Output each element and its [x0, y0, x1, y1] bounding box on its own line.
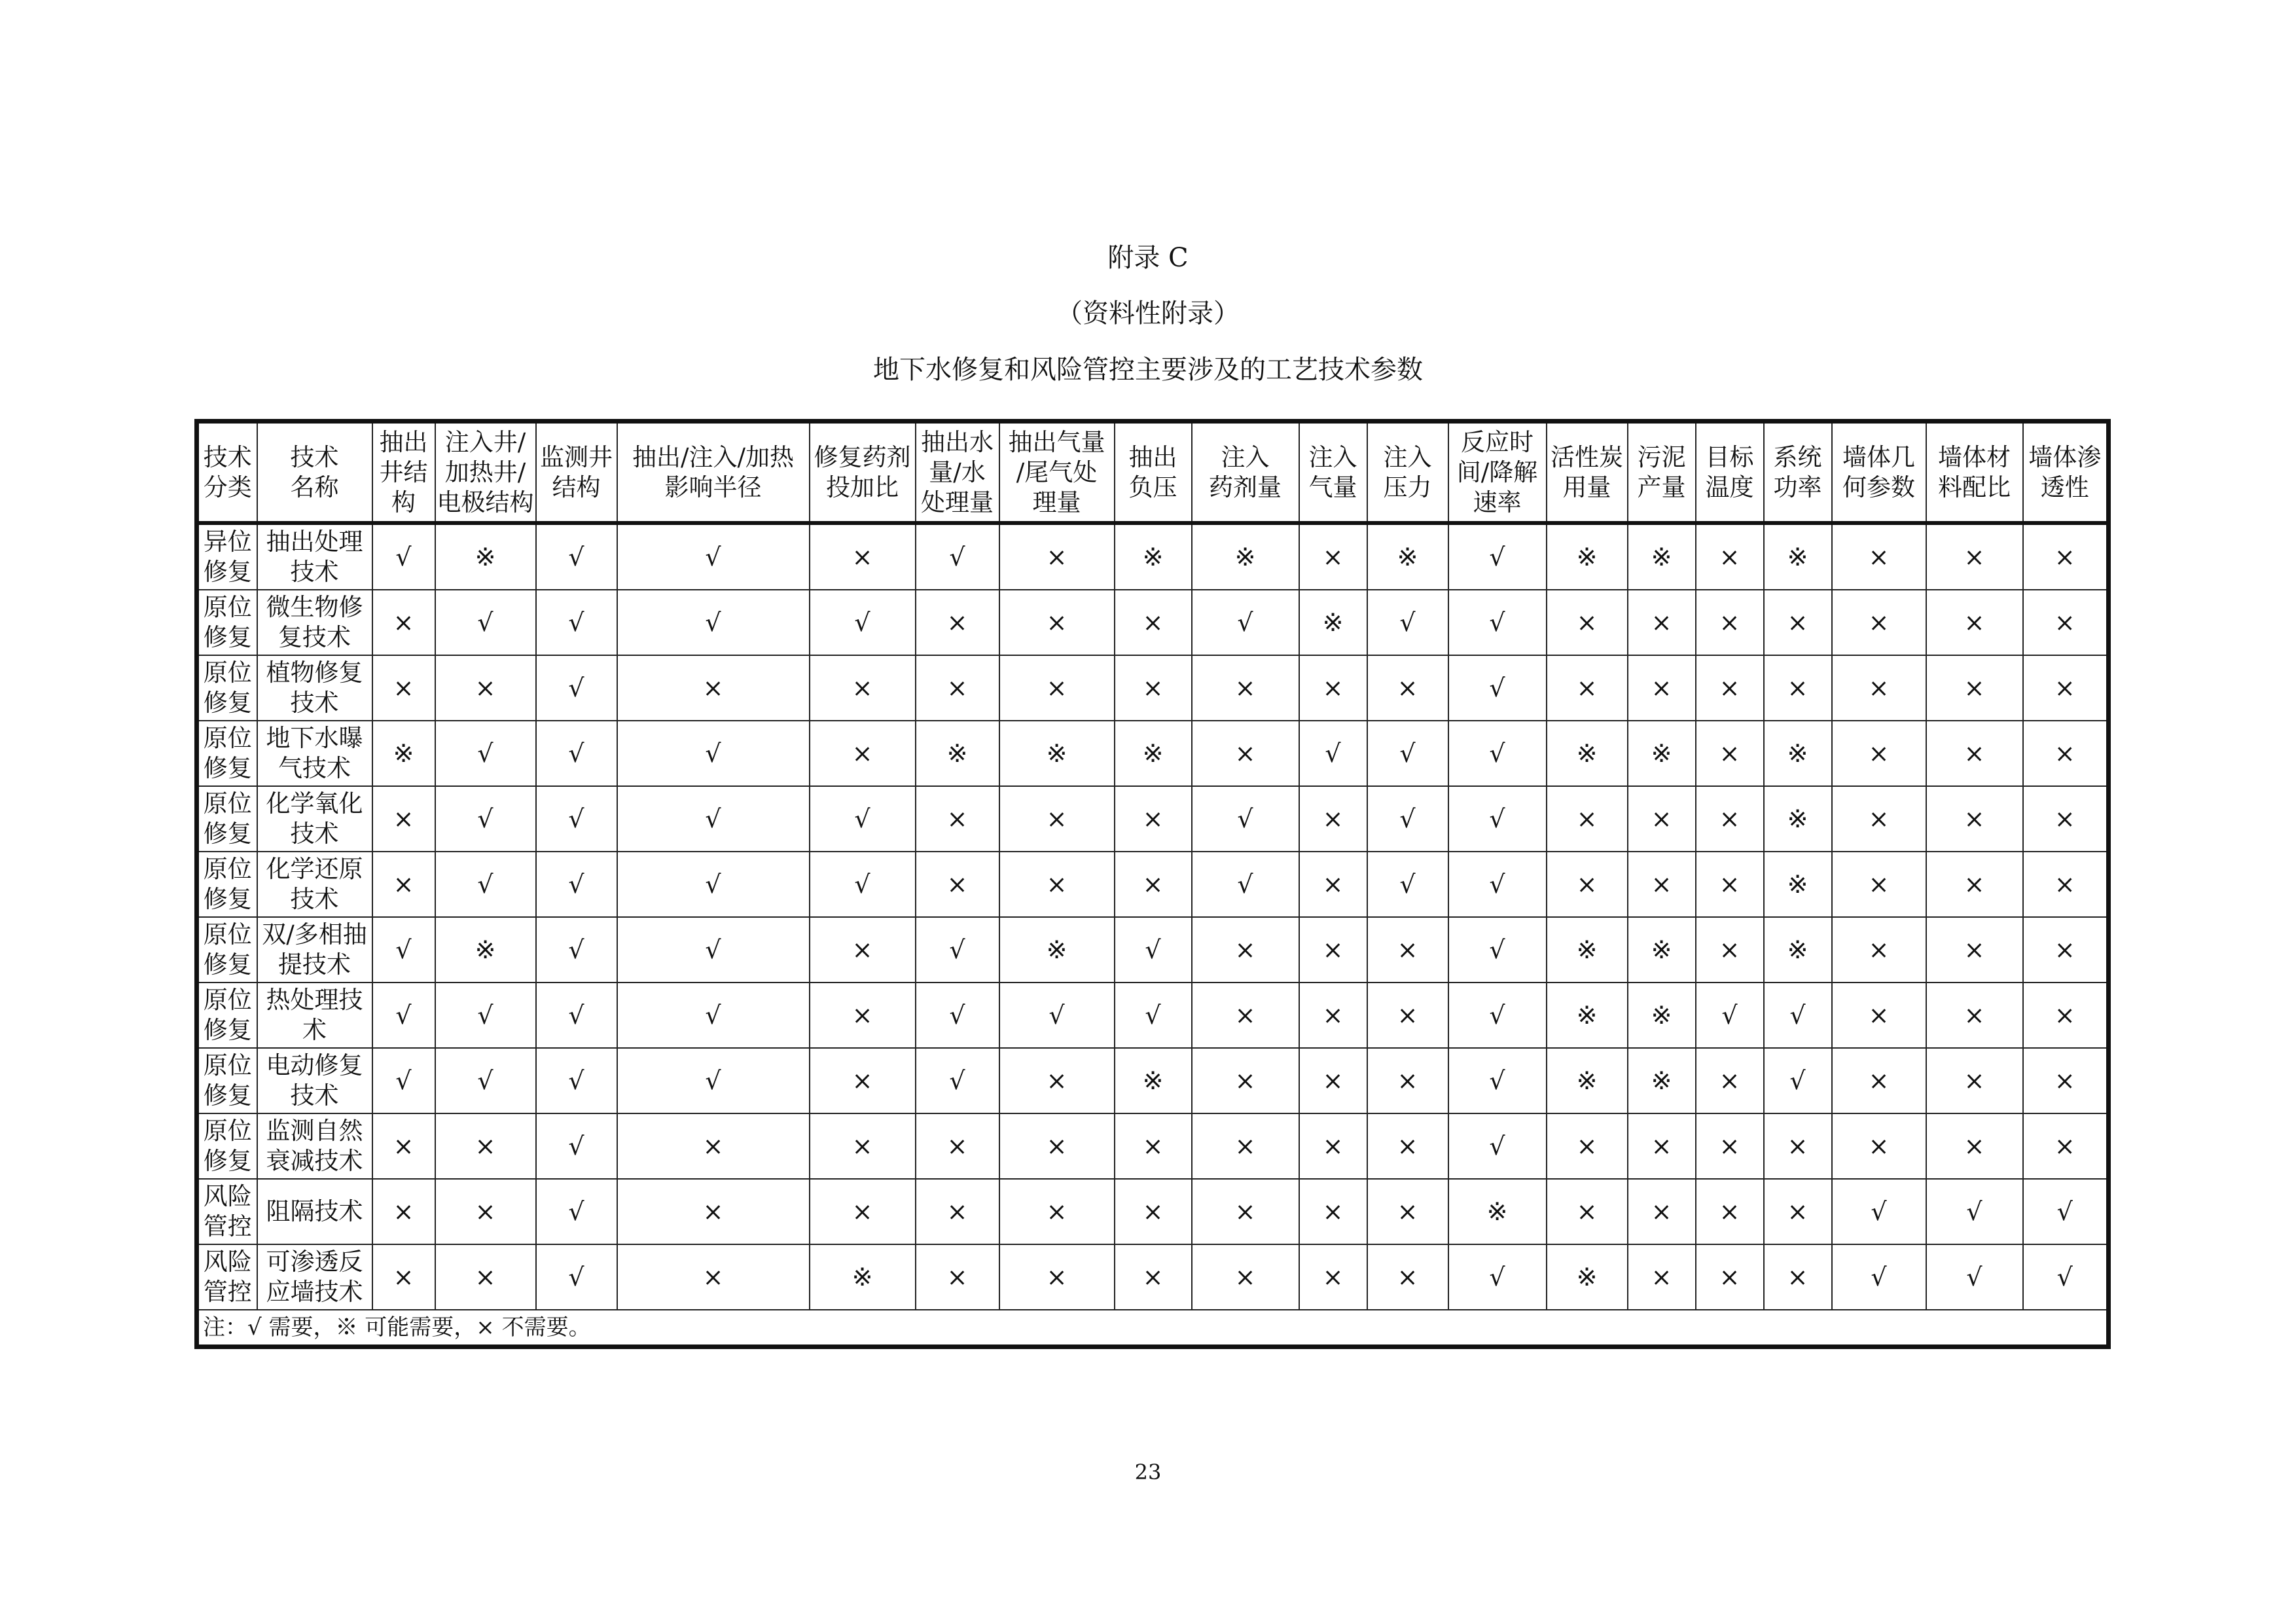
parameter-mark-cell: √	[617, 1048, 810, 1113]
parameter-mark-cell: √	[1448, 852, 1547, 917]
parameter-mark-cell: ×	[999, 655, 1115, 721]
parameter-mark-cell: ×	[435, 1113, 536, 1179]
parameter-mark-cell: √	[1448, 655, 1547, 721]
parameter-mark-cell: √	[435, 983, 536, 1048]
parameter-mark-cell: ×	[1547, 655, 1628, 721]
parameter-mark-cell: ×	[1926, 1113, 2023, 1179]
parameter-mark-cell: √	[2023, 1179, 2109, 1244]
technology-name-cell: 双/多相抽 提技术	[257, 917, 372, 983]
column-header: 注入井/ 加热井/ 电极结构	[435, 422, 536, 524]
parameter-mark-cell: ※	[1628, 1048, 1696, 1113]
parameter-mark-cell: √	[1926, 1244, 2023, 1310]
parameter-mark-cell: √	[1764, 983, 1832, 1048]
parameter-mark-cell: ×	[372, 1179, 435, 1244]
technology-name-cell: 监测自然 衰减技术	[257, 1113, 372, 1179]
column-header: 反应时 间/降解 速率	[1448, 422, 1547, 524]
technology-name-cell: 微生物修 复技术	[257, 590, 372, 655]
parameter-mark-cell: ×	[1696, 917, 1764, 983]
table-row	[197, 852, 2109, 917]
parameter-mark-cell: √	[617, 917, 810, 983]
parameter-mark-cell: ※	[1192, 523, 1299, 590]
parameter-mark-cell: ×	[1926, 590, 2023, 655]
parameter-mark-cell: ×	[1696, 1179, 1764, 1244]
parameter-mark-cell: ※	[1448, 1179, 1547, 1244]
table-row	[197, 590, 2109, 655]
parameter-mark-cell: ×	[1832, 852, 1926, 917]
parameter-mark-cell: √	[435, 1048, 536, 1113]
parameter-mark-cell: √	[916, 1048, 999, 1113]
technology-name-cell: 植物修复 技术	[257, 655, 372, 721]
parameter-mark-cell: ×	[1926, 721, 2023, 786]
parameter-mark-cell: √	[536, 655, 617, 721]
parameter-mark-cell: √	[617, 852, 810, 917]
parameter-mark-cell: ×	[1367, 1113, 1448, 1179]
parameter-mark-cell: ×	[435, 1179, 536, 1244]
table-body	[197, 523, 2109, 1347]
parameter-mark-cell: √	[1448, 983, 1547, 1048]
parameter-mark-cell: √	[1367, 786, 1448, 852]
parameter-mark-cell: ×	[1367, 983, 1448, 1048]
table-note-row	[197, 1310, 2109, 1347]
technology-name-cell: 化学还原 技术	[257, 852, 372, 917]
technology-name-cell: 热处理技 术	[257, 983, 372, 1048]
parameter-mark-cell: ×	[2023, 523, 2109, 590]
appendix-type: （资料性附录）	[1056, 298, 1240, 329]
column-header: 墙体渗 透性	[2023, 422, 2109, 524]
parameter-mark-cell: ×	[1764, 655, 1832, 721]
technology-name-cell: 可渗透反 应墙技术	[257, 1244, 372, 1310]
page-number: 23	[1134, 1460, 1162, 1485]
parameter-mark-cell: √	[435, 786, 536, 852]
parameter-mark-cell: √	[1367, 852, 1448, 917]
parameter-mark-cell: ※	[1115, 721, 1192, 786]
parameter-mark-cell: ×	[916, 1179, 999, 1244]
parameter-mark-cell: ×	[1115, 852, 1192, 917]
parameter-mark-cell: ×	[1367, 1244, 1448, 1310]
column-header: 注入 压力	[1367, 422, 1448, 524]
parameter-mark-cell: ×	[1764, 590, 1832, 655]
parameter-mark-cell: ×	[916, 1113, 999, 1179]
parameter-mark-cell: ×	[810, 917, 916, 983]
parameter-mark-cell: ×	[1764, 1244, 1832, 1310]
table-note: 注：√ 需要，※ 可能需要，× 不需要。	[197, 1310, 2109, 1347]
parameter-mark-cell: ×	[1115, 1113, 1192, 1179]
parameter-mark-cell: ×	[916, 590, 999, 655]
parameter-mark-cell: ※	[1764, 786, 1832, 852]
parameter-mark-cell: √	[1192, 786, 1299, 852]
parameter-mark-cell: ※	[999, 721, 1115, 786]
parameter-mark-cell: ×	[1926, 523, 2023, 590]
parameter-mark-cell: ×	[1926, 786, 2023, 852]
parameter-mark-cell: √	[916, 983, 999, 1048]
parameter-mark-cell: ×	[1547, 590, 1628, 655]
parameter-mark-cell: ※	[1115, 1048, 1192, 1113]
parameter-mark-cell: ×	[2023, 917, 2109, 983]
table-row	[197, 1244, 2109, 1310]
parameter-mark-cell: √	[372, 917, 435, 983]
parameter-mark-cell: ×	[617, 1113, 810, 1179]
parameter-mark-cell: ×	[1696, 1113, 1764, 1179]
parameter-mark-cell: ×	[1299, 983, 1367, 1048]
technology-category-cell: 原位 修复	[197, 983, 257, 1048]
technology-name-cell: 阻隔技术	[257, 1179, 372, 1244]
parameter-mark-cell: ×	[1192, 1179, 1299, 1244]
parameter-mark-cell: ※	[372, 721, 435, 786]
parameter-mark-cell: ×	[916, 786, 999, 852]
parameter-mark-cell: ×	[999, 1048, 1115, 1113]
parameter-mark-cell: ×	[1299, 786, 1367, 852]
parameter-mark-cell: ×	[999, 523, 1115, 590]
parameter-mark-cell: ※	[1628, 523, 1696, 590]
parameter-mark-cell: ×	[1628, 1244, 1696, 1310]
parameter-mark-cell: ×	[810, 721, 916, 786]
parameter-mark-cell: √	[536, 1244, 617, 1310]
parameter-mark-cell: ※	[435, 917, 536, 983]
parameter-mark-cell: ×	[810, 983, 916, 1048]
parameter-mark-cell: ×	[1628, 852, 1696, 917]
parameter-mark-cell: ×	[1926, 655, 2023, 721]
technology-category-cell: 原位 修复	[197, 1048, 257, 1113]
table-row	[197, 523, 2109, 590]
technology-name-cell: 抽出处理 技术	[257, 523, 372, 590]
column-header: 墙体材 料配比	[1926, 422, 2023, 524]
parameter-mark-cell: √	[1696, 983, 1764, 1048]
parameter-mark-cell: √	[536, 786, 617, 852]
parameter-mark-cell: ×	[916, 655, 999, 721]
parameter-mark-cell: ※	[435, 523, 536, 590]
parameter-mark-cell: √	[536, 1113, 617, 1179]
parameter-mark-cell: ×	[2023, 786, 2109, 852]
parameter-mark-cell: ×	[2023, 721, 2109, 786]
parameter-mark-cell: ×	[617, 1244, 810, 1310]
parameter-mark-cell: √	[1448, 917, 1547, 983]
parameter-mark-cell: ×	[999, 852, 1115, 917]
parameter-mark-cell: √	[617, 786, 810, 852]
column-header: 技术 名称	[257, 422, 372, 524]
parameter-mark-cell: ※	[1628, 983, 1696, 1048]
parameter-mark-cell: ×	[372, 655, 435, 721]
parameter-mark-cell: ×	[1115, 786, 1192, 852]
parameter-mark-cell: ×	[1696, 786, 1764, 852]
parameter-mark-cell: √	[435, 721, 536, 786]
parameter-mark-cell: √	[536, 590, 617, 655]
parameter-mark-cell: √	[1764, 1048, 1832, 1113]
technology-category-cell: 原位 修复	[197, 721, 257, 786]
parameter-mark-cell: ×	[1696, 655, 1764, 721]
technology-category-cell: 原位 修复	[197, 1113, 257, 1179]
parameter-mark-cell: ×	[372, 1113, 435, 1179]
parameter-mark-cell: ×	[372, 1244, 435, 1310]
parameter-mark-cell: ×	[2023, 1113, 2109, 1179]
parameter-mark-cell: √	[1448, 1244, 1547, 1310]
column-header: 系统 功率	[1764, 422, 1832, 524]
parameter-mark-cell: ※	[1628, 721, 1696, 786]
column-header: 抽出 井结 构	[372, 422, 435, 524]
parameter-mark-cell: ×	[1192, 1048, 1299, 1113]
parameter-mark-cell: ×	[1192, 721, 1299, 786]
parameter-mark-cell: ×	[916, 852, 999, 917]
parameter-mark-cell: √	[617, 983, 810, 1048]
parameter-mark-cell: ×	[1367, 1179, 1448, 1244]
parameter-mark-cell: ×	[1764, 1179, 1832, 1244]
parameter-mark-cell: √	[1832, 1244, 1926, 1310]
technology-category-cell: 原位 修复	[197, 786, 257, 852]
parameter-mark-cell: ×	[1926, 852, 2023, 917]
parameter-mark-cell: ×	[1115, 590, 1192, 655]
technology-category-cell: 原位 修复	[197, 655, 257, 721]
parameter-mark-cell: ×	[916, 1244, 999, 1310]
parameter-mark-cell: ×	[1192, 1113, 1299, 1179]
process-parameters-table	[194, 419, 2111, 1349]
parameter-mark-cell: ×	[1832, 786, 1926, 852]
column-header: 抽出水 量/水 处理量	[916, 422, 999, 524]
parameter-mark-cell: √	[617, 523, 810, 590]
parameter-mark-cell: √	[536, 721, 617, 786]
parameter-mark-cell: ×	[1832, 590, 1926, 655]
parameter-mark-cell: ×	[617, 1179, 810, 1244]
parameter-mark-cell: ×	[999, 786, 1115, 852]
column-header: 目标 温度	[1696, 422, 1764, 524]
parameter-mark-cell: √	[1448, 590, 1547, 655]
parameter-mark-cell: ×	[1832, 523, 1926, 590]
table-row	[197, 917, 2109, 983]
technology-name-cell: 电动修复 技术	[257, 1048, 372, 1113]
parameter-mark-cell: √	[536, 1179, 617, 1244]
parameter-mark-cell: ×	[1832, 917, 1926, 983]
parameter-mark-cell: ×	[1192, 1244, 1299, 1310]
parameter-mark-cell: ×	[1628, 590, 1696, 655]
parameter-mark-cell: ×	[999, 1179, 1115, 1244]
parameter-mark-cell: ×	[1115, 655, 1192, 721]
parameter-mark-cell: ×	[1696, 852, 1764, 917]
parameter-mark-cell: √	[810, 786, 916, 852]
parameter-mark-cell: √	[536, 917, 617, 983]
parameter-mark-cell: √	[617, 721, 810, 786]
parameter-mark-cell: ×	[1832, 1048, 1926, 1113]
parameter-mark-cell: ×	[1192, 983, 1299, 1048]
parameter-mark-cell: ※	[1367, 523, 1448, 590]
parameter-mark-cell: √	[536, 523, 617, 590]
parameter-mark-cell: ×	[1764, 1113, 1832, 1179]
parameter-mark-cell: ×	[1696, 590, 1764, 655]
parameter-mark-cell: √	[916, 917, 999, 983]
table-row	[197, 1179, 2109, 1244]
parameter-mark-cell: ×	[1192, 917, 1299, 983]
parameter-mark-cell: ×	[1547, 786, 1628, 852]
parameter-mark-cell: ×	[1547, 852, 1628, 917]
parameter-mark-cell: ※	[1547, 721, 1628, 786]
table-title: 地下水修复和风险管控主要涉及的工艺技术参数	[873, 355, 1423, 385]
parameter-mark-cell: ×	[810, 1113, 916, 1179]
parameter-mark-cell: ×	[1299, 655, 1367, 721]
parameter-mark-cell: ×	[1299, 852, 1367, 917]
parameter-mark-cell: √	[1192, 590, 1299, 655]
column-header: 技术 分类	[197, 422, 257, 524]
parameter-mark-cell: ×	[1299, 1244, 1367, 1310]
parameter-mark-cell: √	[536, 852, 617, 917]
column-header: 墙体几 何参数	[1832, 422, 1926, 524]
parameter-mark-cell: ×	[1832, 721, 1926, 786]
table-row	[197, 655, 2109, 721]
parameter-mark-cell: ※	[1547, 1048, 1628, 1113]
parameter-mark-cell: ×	[1696, 721, 1764, 786]
parameter-mark-cell: √	[810, 590, 916, 655]
parameter-mark-cell: √	[1448, 1113, 1547, 1179]
parameter-mark-cell: √	[1367, 721, 1448, 786]
column-header: 抽出气量 /尾气处 理量	[999, 422, 1115, 524]
parameter-mark-cell: ×	[1926, 917, 2023, 983]
parameter-mark-cell: √	[1448, 721, 1547, 786]
parameter-mark-cell: ×	[1926, 1048, 2023, 1113]
technology-category-cell: 原位 修复	[197, 852, 257, 917]
column-header: 抽出/注入/加热 影响半径	[617, 422, 810, 524]
parameter-mark-cell: √	[435, 852, 536, 917]
table-row	[197, 1113, 2109, 1179]
parameter-mark-cell: ×	[372, 786, 435, 852]
parameter-mark-cell: ※	[1764, 523, 1832, 590]
parameter-mark-cell: ×	[2023, 983, 2109, 1048]
parameter-mark-cell: ×	[1696, 523, 1764, 590]
parameter-mark-cell: ×	[810, 655, 916, 721]
parameter-mark-cell: √	[1115, 917, 1192, 983]
parameter-mark-cell: ×	[2023, 655, 2109, 721]
parameter-mark-cell: ※	[1547, 983, 1628, 1048]
parameter-mark-cell: √	[372, 1048, 435, 1113]
parameter-mark-cell: ×	[1696, 1048, 1764, 1113]
table-row	[197, 786, 2109, 852]
parameter-mark-cell: ※	[1764, 917, 1832, 983]
parameter-mark-cell: ×	[1547, 1113, 1628, 1179]
parameter-mark-cell: √	[536, 983, 617, 1048]
parameter-mark-cell: ×	[1299, 1048, 1367, 1113]
parameter-mark-cell: ※	[999, 917, 1115, 983]
parameter-mark-cell: ×	[617, 655, 810, 721]
parameter-mark-cell: ×	[1367, 917, 1448, 983]
table-row	[197, 983, 2109, 1048]
technology-category-cell: 风险 管控	[197, 1244, 257, 1310]
parameter-mark-cell: √	[1448, 523, 1547, 590]
parameter-mark-cell: √	[999, 983, 1115, 1048]
parameter-mark-cell: √	[810, 852, 916, 917]
parameter-mark-cell: ×	[1628, 655, 1696, 721]
parameter-mark-cell: ※	[1547, 523, 1628, 590]
parameter-mark-cell: ×	[999, 1244, 1115, 1310]
parameter-mark-cell: ×	[1367, 655, 1448, 721]
parameter-mark-cell: √	[1115, 983, 1192, 1048]
parameter-mark-cell: ×	[1628, 1179, 1696, 1244]
parameter-mark-cell: ×	[810, 1179, 916, 1244]
parameter-mark-cell: ※	[1547, 1244, 1628, 1310]
appendix-label: 附录 C	[1107, 243, 1189, 273]
parameter-mark-cell: √	[1448, 786, 1547, 852]
parameter-mark-cell: √	[2023, 1244, 2109, 1310]
parameter-mark-cell: ※	[1764, 852, 1832, 917]
technology-category-cell: 异位 修复	[197, 523, 257, 590]
parameter-mark-cell: ×	[810, 523, 916, 590]
parameter-mark-cell: √	[536, 1048, 617, 1113]
parameter-mark-cell: ×	[2023, 590, 2109, 655]
parameter-mark-cell: ×	[1547, 1179, 1628, 1244]
parameter-mark-cell: ×	[810, 1048, 916, 1113]
parameter-mark-cell: ×	[1832, 1113, 1926, 1179]
technology-name-cell: 地下水曝 气技术	[257, 721, 372, 786]
column-header: 注入 药剂量	[1192, 422, 1299, 524]
parameter-mark-cell: √	[617, 590, 810, 655]
parameter-mark-cell: ×	[999, 1113, 1115, 1179]
parameter-mark-cell: ×	[1299, 1179, 1367, 1244]
parameter-mark-cell: ×	[999, 590, 1115, 655]
column-header: 活性炭 用量	[1547, 422, 1628, 524]
column-header: 修复药剂 投加比	[810, 422, 916, 524]
parameter-mark-cell: ×	[1628, 1113, 1696, 1179]
parameter-mark-cell: √	[1926, 1179, 2023, 1244]
table-row	[197, 721, 2109, 786]
technology-name-cell: 化学氧化 技术	[257, 786, 372, 852]
parameter-mark-cell: ×	[1926, 983, 2023, 1048]
parameter-mark-cell: √	[1448, 1048, 1547, 1113]
column-header: 监测井 结构	[536, 422, 617, 524]
parameter-mark-cell: √	[372, 983, 435, 1048]
parameter-mark-cell: ×	[1115, 1179, 1192, 1244]
technology-category-cell: 风险 管控	[197, 1179, 257, 1244]
parameter-mark-cell: √	[372, 523, 435, 590]
parameter-mark-cell: ※	[1764, 721, 1832, 786]
parameter-mark-cell: ×	[1832, 983, 1926, 1048]
parameter-mark-cell: ×	[2023, 1048, 2109, 1113]
column-header: 污泥 产量	[1628, 422, 1696, 524]
parameter-mark-cell: √	[435, 590, 536, 655]
parameter-mark-cell: ×	[1628, 786, 1696, 852]
parameter-mark-cell: ×	[1367, 1048, 1448, 1113]
parameter-mark-cell: ×	[1696, 1244, 1764, 1310]
parameter-mark-cell: ×	[1832, 655, 1926, 721]
parameter-mark-cell: ×	[435, 655, 536, 721]
column-header: 抽出 负压	[1115, 422, 1192, 524]
parameter-mark-cell: √	[1192, 852, 1299, 917]
parameter-mark-cell: ×	[435, 1244, 536, 1310]
parameter-mark-cell: ×	[2023, 852, 2109, 917]
parameter-mark-cell: √	[916, 523, 999, 590]
parameter-mark-cell: √	[1367, 590, 1448, 655]
parameter-mark-cell: ×	[372, 852, 435, 917]
parameter-mark-cell: ×	[1299, 1113, 1367, 1179]
technology-category-cell: 原位 修复	[197, 917, 257, 983]
table-row	[197, 1048, 2109, 1113]
parameter-mark-cell: ×	[1115, 1244, 1192, 1310]
parameter-mark-cell: √	[1299, 721, 1367, 786]
parameter-mark-cell: √	[1832, 1179, 1926, 1244]
column-header: 注入 气量	[1299, 422, 1367, 524]
technology-category-cell: 原位 修复	[197, 590, 257, 655]
parameter-mark-cell: ×	[1299, 523, 1367, 590]
parameter-mark-cell: ※	[916, 721, 999, 786]
parameter-mark-cell: ※	[1547, 917, 1628, 983]
parameter-mark-cell: ×	[1192, 655, 1299, 721]
table-header-row	[197, 422, 2109, 524]
parameter-mark-cell: ※	[1299, 590, 1367, 655]
parameter-mark-cell: ※	[1628, 917, 1696, 983]
parameter-mark-cell: ※	[1115, 523, 1192, 590]
parameter-mark-cell: ※	[810, 1244, 916, 1310]
parameter-mark-cell: ×	[372, 590, 435, 655]
parameter-mark-cell: ×	[1299, 917, 1367, 983]
